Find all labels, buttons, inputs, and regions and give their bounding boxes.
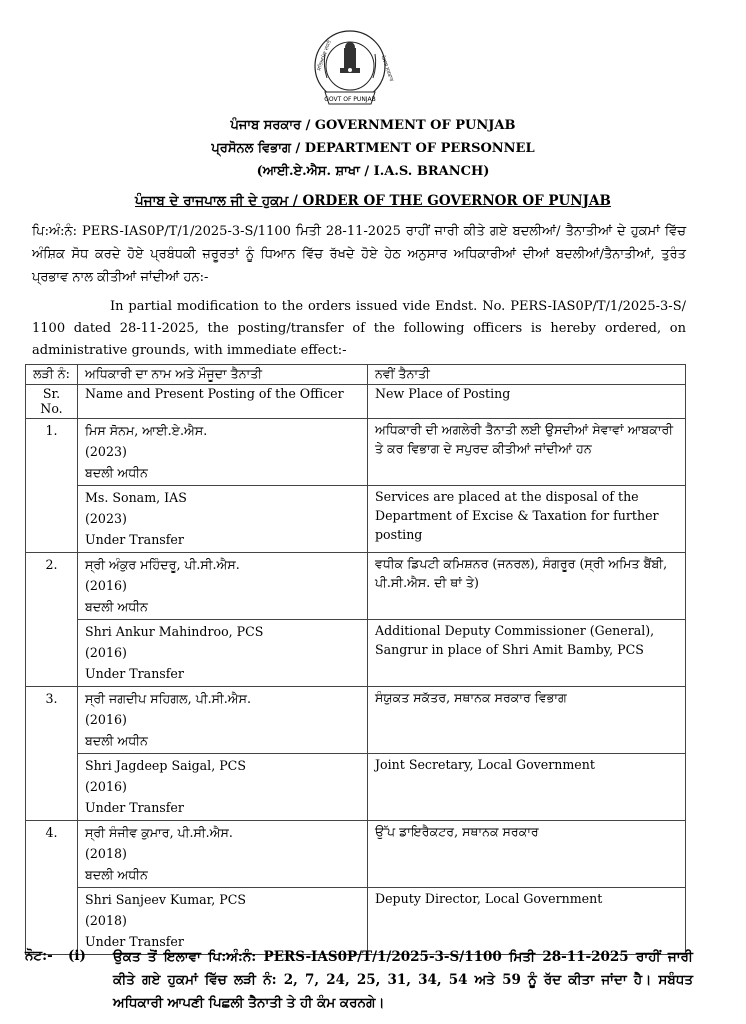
officer-year-pa: (2016) [85, 578, 127, 593]
officer-status-pa: ਬਦਲੀ ਅਧੀਨ [85, 867, 148, 882]
header-place-en: New Place of Posting [368, 385, 686, 419]
table-header-english [26, 385, 686, 419]
posting-en: Deputy Director, Local Government [368, 888, 686, 955]
officer-year-en: (2018) [85, 913, 127, 928]
table-row [26, 620, 686, 687]
officer-year-en: (2016) [85, 645, 127, 660]
officer-status-pa: ਬਦਲੀ ਅਧੀਨ [85, 733, 148, 748]
officer-name-pa: ਮਿਸ ਸੋਨਮ, ਆਈ.ਏ.ਐਸ. [85, 423, 208, 438]
officer-status-pa: ਬਦਲੀ ਅਧੀਨ [85, 599, 148, 614]
branch-title: (ਆਈ.ਏ.ਐਸ. ਸ਼ਾਖਾ / I.A.S. BRANCH) [256, 164, 490, 179]
officer-en [78, 754, 368, 821]
officer-year-en: (2016) [85, 779, 127, 794]
officer-status-pa: ਬਦਲੀ ਅਧੀਨ [85, 465, 148, 480]
table-row [26, 553, 686, 620]
posting-pa: ਅਧਿਕਾਰੀ ਦੀ ਅਗਲੇਰੀ ਤੈਨਾਤੀ ਲਈ ਉਸਦੀਆਂ ਸੇਵਾਵਾਂ ਆਬਕਾਰੀ ਤੇ ਕਰ ਵਿਭਾਗ ਦੇ ਸਪੁਰਦ ਕੀਤੀਆਂ ਜਾਂਦੀਆਂ ਹਨ [368, 419, 686, 486]
table-row [26, 419, 686, 486]
header-name-pa: ਅਧਿਕਾਰੀ ਦਾ ਨਾਮ ਅਤੇ ਮੌਜੂਦਾ ਤੈਨਾਤੀ [78, 365, 368, 385]
header-name-en: Name and Present Posting of the Officer [78, 385, 368, 419]
posting-pa: ਵਧੀਕ ਡਿਪਟੀ ਕਮਿਸ਼ਨਰ (ਜਨਰਲ), ਸੰਗਰੂਰ (ਸ੍ਰੀ ਅਮਿਤ ਬੈਂਬੀ, ਪੀ.ਸੀ.ਐਸ. ਦੀ ਥਾਂ ਤੇ) [368, 553, 686, 620]
emblem-right-text: ਪੰਜਾਬ ਸਰਕਾਰ [379, 54, 395, 83]
officer-name-en: Shri Jagdeep Saigal, PCS [85, 758, 246, 773]
officer-status-en: Under Transfer [85, 532, 184, 547]
officer-name-en: Shri Ankur Mahindroo, PCS [85, 624, 264, 639]
posting-pa: ਉੱਪ ਡਾਇਰੈਕਟਰ, ਸਥਾਨਕ ਸਰਕਾਰ [368, 821, 686, 888]
intro-english-text: In partial modification to the orders issued vide Endst. No. PERS-IAS0P/T/1/2025-3-S/ 1100 dated 28-11-2025, the posting/transfer of the following officers is hereby ordered, on administrative grounds, with immediate effect:- [32, 299, 686, 358]
header-sr-en: Sr. No. [26, 385, 78, 419]
row-sr: 3. [26, 687, 78, 821]
officer-en [78, 486, 368, 553]
officer-status-en: Under Transfer [85, 666, 184, 681]
officer-en [78, 620, 368, 687]
header-place-pa: ਨਵੀਂ ਤੈਨਾਤੀ [368, 365, 686, 385]
table-row [26, 687, 686, 754]
order-title: ਪੰਜਾਬ ਦੇ ਰਾਜਪਾਲ ਜੀ ਦੇ ਹੁਕਮ / ORDER OF THE GOVERNOR OF PUNJAB [135, 193, 611, 209]
note-number: (i) [68, 948, 86, 964]
table-row [26, 888, 686, 955]
officer-pa [78, 687, 368, 754]
table-header-punjabi [26, 365, 686, 385]
officer-pa [78, 821, 368, 888]
officer-year-en: (2023) [85, 511, 127, 526]
officer-status-en: Under Transfer [85, 800, 184, 815]
table-row [26, 486, 686, 553]
department-title: ਪ੍ਰਸੋਨਲ ਵਿਭਾਗ / DEPARTMENT OF PERSONNEL [211, 141, 535, 156]
officer-name-en: Ms. Sonam, IAS [85, 490, 187, 505]
postings-table [25, 364, 686, 955]
table-row [26, 754, 686, 821]
officer-pa [78, 553, 368, 620]
emblem-caption: GOVT OF PUNJAB [324, 96, 376, 103]
officer-status-en: Under Transfer [85, 934, 184, 949]
officer-year-pa: (2016) [85, 712, 127, 727]
officer-en [78, 888, 368, 955]
officer-pa [78, 419, 368, 486]
note-text: ਉਕਤ ਤੋਂ ਇਲਾਵਾ ਪਿ:ਅੰ:ਨੰ: PERS-IAS0P/T/1/2025-3-S/1100 ਮਿਤੀ 28-11-2025 ਰਾਹੀਂ ਜਾਰੀ ਕੀਤੇ ਗਏ ਹੁਕਮਾਂ ਵਿੱਚ ਲੜੀ ਨੰ: 2, 7, 24, 25, 31, 34, 54 ਅਤੇ 59 ਨੂੰ ਰੱਦ ਕੀਤਾ ਜਾਂਦਾ ਹੈ। ਸਬੰਧਤ ਅਧਿਕਾਰੀ ਆਪਣੀ ਪਿਛਲੀ ਤੈਨਾਤੀ ਤੇ ਹੀ ਕੰਮ ਕਰਨਗੇ। [113, 949, 693, 1011]
officer-year-pa: (2023) [85, 444, 127, 459]
officer-name-pa: ਸ੍ਰੀ ਸੰਜੀਵ ਕੁਮਾਰ, ਪੀ.ਸੀ.ਐਸ. [85, 825, 233, 840]
officer-name-pa: ਸ੍ਰੀ ਜਗਦੀਪ ਸਹਿਗਲ, ਪੀ.ਸੀ.ਐਸ. [85, 691, 251, 706]
officer-year-pa: (2018) [85, 846, 127, 861]
header-sr-pa: ਲੜੀ ਨੰ: [26, 365, 78, 385]
posting-en: Additional Deputy Commissioner (General), Sangrur in place of Shri Amit Bamby, PCS [368, 620, 686, 687]
officer-name-pa: ਸ੍ਰੀ ਅੰਕੁਰ ਮਹਿੰਦਰੂ, ਪੀ.ਸੀ.ਐਸ. [85, 557, 240, 572]
intro-english [32, 296, 686, 362]
state-emblem-seal [311, 28, 395, 110]
table-row [26, 821, 686, 888]
intro-punjabi: ਪਿ:ਅੰ:ਨੰ: PERS-IAS0P/T/1/2025-3-S/1100 ਮਿਤੀ 28-11-2025 ਰਾਹੀਂ ਜਾਰੀ ਕੀਤੇ ਗਏ ਬਦਲੀਆਂ/ ਤੈਨਾਤੀਆਂ ਦੇ ਹੁਕਮਾਂ ਵਿੱਚ ਅੰਸ਼ਿਕ ਸੋਧ ਕਰਦੇ ਹੋਏ ਪ੍ਰਬੰਧਕੀ ਜ਼ਰੂਰਤਾਂ ਨੂੰ ਧਿਆਨ ਵਿੱਚ ਰੱਖਦੇ ਹੋਏ ਹੇਠ ਅਨੁਸਾਰ ਅਧਿਕਾਰੀਆਂ ਦੀਆਂ ਬਦਲੀਆਂ/ਤੈਨਾਤੀਆਂ, ਤੁਰੰਤ ਪ੍ਰਭਾਵ ਨਾਲ ਕੀਤੀਆਂ ਜਾਂਦੀਆਂ ਹਨ:- [32, 224, 686, 285]
posting-pa: ਸੰਯੁਕਤ ਸਕੱਤਰ, ਸਥਾਨਕ ਸਰਕਾਰ ਵਿਭਾਗ [368, 687, 686, 754]
posting-en: Joint Secretary, Local Government [368, 754, 686, 821]
government-title: ਪੰਜਾਬ ਸਰਕਾਰ / GOVERNMENT OF PUNJAB [230, 118, 516, 133]
posting-en: Services are placed at the disposal of the Department of Excise & Taxation for further posting [368, 486, 686, 553]
note-label: ਨੋਟ:- [25, 948, 53, 964]
emblem-left-text: ਸਤਿਆਮੇਵ ਜਯਤੇ [316, 39, 333, 72]
officer-name-en: Shri Sanjeev Kumar, PCS [85, 892, 247, 907]
row-sr: 2. [26, 553, 78, 687]
row-sr: 4. [26, 821, 78, 955]
row-sr: 1. [26, 419, 78, 553]
